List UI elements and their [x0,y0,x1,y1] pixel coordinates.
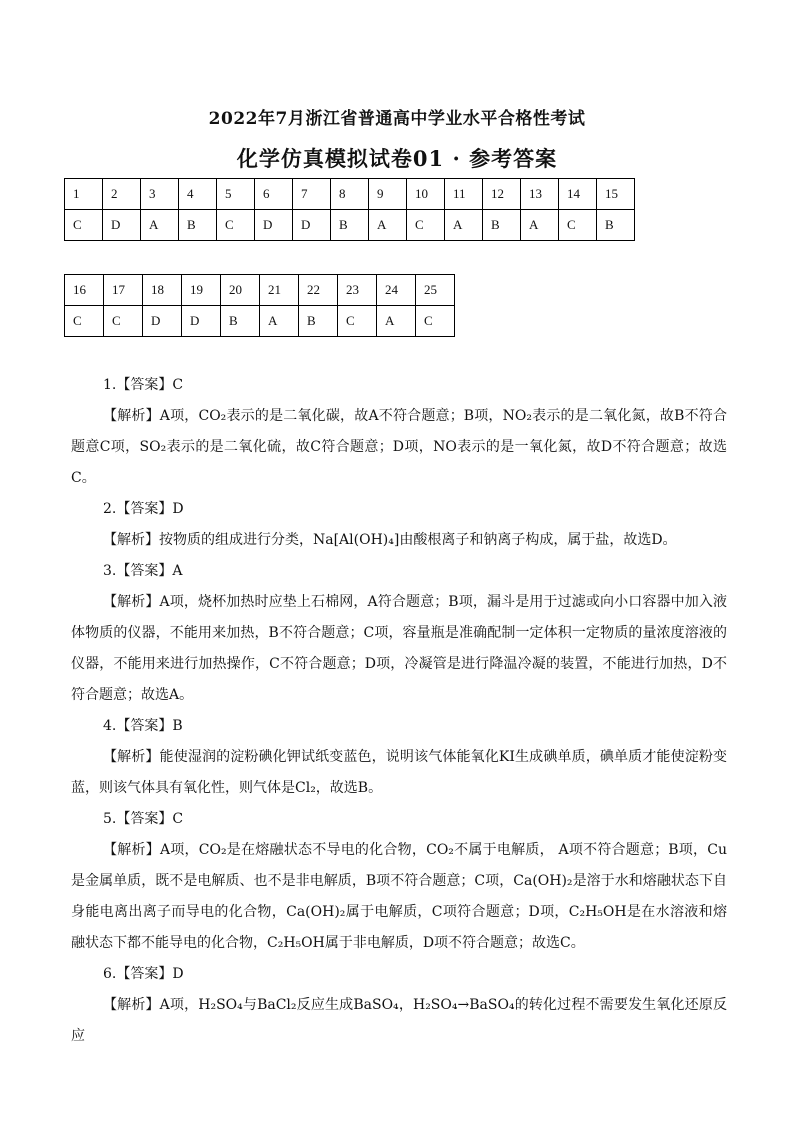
answer-cell: B [597,210,635,241]
answer-key-title: 化学仿真模拟试卷01 · 参考答案 [236,146,558,171]
question-number-cell: 3 [141,179,179,210]
explanation-5: 【解析】A项，CO₂是在熔融状态不导电的化合物，CO₂不属于电解质， A项不符合题意；B项，Cu是金属单质，既不是电解质、也不是非电解质，B项不符合题意；C项，Ca(OH)₂是溶于水和熔融状态下自身能电离出离子而导电的化合物，Ca(OH)₂属于电解质，C项符合题意；D项，C₂H₅OH是在水溶液和熔融状态下都不能导电的化合物，C₂H₅OH属于非电解质，D项不符合题意；故选C。 [71,842,727,951]
question-number-cell: 17 [104,275,143,306]
answer-heading-6: 6.【答案】D [103,966,184,982]
question-number-cell: 15 [597,179,635,210]
exam-title: 2022年7月浙江省普通高中学业水平合格性考试 [208,109,586,129]
answer-cell: C [65,210,103,241]
answer-cell: C [338,306,377,337]
answer-cell: D [143,306,182,337]
answer-cell: A [369,210,407,241]
answer-heading-4: 4.【答案】B [103,718,183,734]
question-number-row [65,275,455,306]
question-number-cell: 6 [255,179,293,210]
answer-cell: D [103,210,141,241]
question-number-cell: 12 [483,179,521,210]
answer-cell: C [104,306,143,337]
question-number-cell: 10 [407,179,445,210]
question-number-cell: 24 [377,275,416,306]
question-number-cell: 22 [299,275,338,306]
question-number-cell: 11 [445,179,483,210]
question-number-cell: 20 [221,275,260,306]
question-number-cell: 8 [331,179,369,210]
answer-cell: B [179,210,217,241]
explanation-1: 【解析】A项，CO₂表示的是二氧化碳，故A不符合题意；B项，NO₂表示的是二氧化氮，故B不符合题意C项，SO₂表示的是二氧化硫，故C符合题意；D项，NO表示的是一氧化氮，故D不符合题意；故选C。 [71,408,727,486]
question-number-cell: 14 [559,179,597,210]
answer-cell: A [260,306,299,337]
answer-cell: B [483,210,521,241]
answer-cell: B [221,306,260,337]
answer-row [65,306,455,337]
answer-cell: D [255,210,293,241]
question-number-cell: 9 [369,179,407,210]
answer-heading-5: 5.【答案】C [103,811,184,827]
answer-cell: C [217,210,255,241]
answer-cell: D [293,210,331,241]
answer-cell: C [407,210,445,241]
explanations [71,370,727,1052]
question-number-cell: 1 [65,179,103,210]
answer-cell: A [445,210,483,241]
answer-cell: A [377,306,416,337]
answer-table-2 [64,274,455,337]
explanation-6: 【解析】A项，H₂SO₄与BaCl₂反应生成BaSO₄，H₂SO₄→BaSO₄的转化过程不需要发生氧化还原反应 [71,997,727,1044]
explanation-2: 【解析】按物质的组成进行分类，Na[Al(OH)₄]由酸根离子和钠离子构成，属于盐，故选D。 [103,532,677,548]
question-number-row [65,179,635,210]
question-number-cell: 21 [260,275,299,306]
question-number-cell: 7 [293,179,331,210]
answer-cell: C [416,306,455,337]
explanation-3: 【解析】A项，烧杯加热时应垫上石棉网，A符合题意；B项，漏斗是用于过滤或向小口容器中加入液体物质的仪器，不能用来加热，B不符合题意；C项，容量瓶是准确配制一定体积一定物质的量浓度溶液的仪器，不能用来进行加热操作，C不符合题意；D项，冷凝管是进行降温冷凝的装置，不能进行加热，D不符合题意；故选A。 [71,594,727,703]
question-number-cell: 16 [65,275,104,306]
answer-table-1 [64,178,635,241]
answer-cell: C [559,210,597,241]
answer-cell: C [65,306,104,337]
answer-heading-1: 1.【答案】C [103,377,184,393]
answer-heading-2: 2.【答案】D [103,501,184,517]
question-number-cell: 4 [179,179,217,210]
explanation-4: 【解析】能使湿润的淀粉碘化钾试纸变蓝色，说明该气体能氧化KI生成碘单质，碘单质才能使淀粉变蓝，则该气体具有氧化性，则气体是Cl₂，故选B。 [71,749,727,796]
question-number-cell: 25 [416,275,455,306]
answer-cell: B [299,306,338,337]
answer-cell: A [521,210,559,241]
question-number-cell: 2 [103,179,141,210]
question-number-cell: 18 [143,275,182,306]
question-number-cell: 5 [217,179,255,210]
question-number-cell: 23 [338,275,377,306]
answer-row [65,210,635,241]
answer-heading-3: 3.【答案】A [103,563,183,579]
answer-cell: A [141,210,179,241]
answer-cell: B [331,210,369,241]
question-number-cell: 19 [182,275,221,306]
question-number-cell: 13 [521,179,559,210]
answer-cell: D [182,306,221,337]
